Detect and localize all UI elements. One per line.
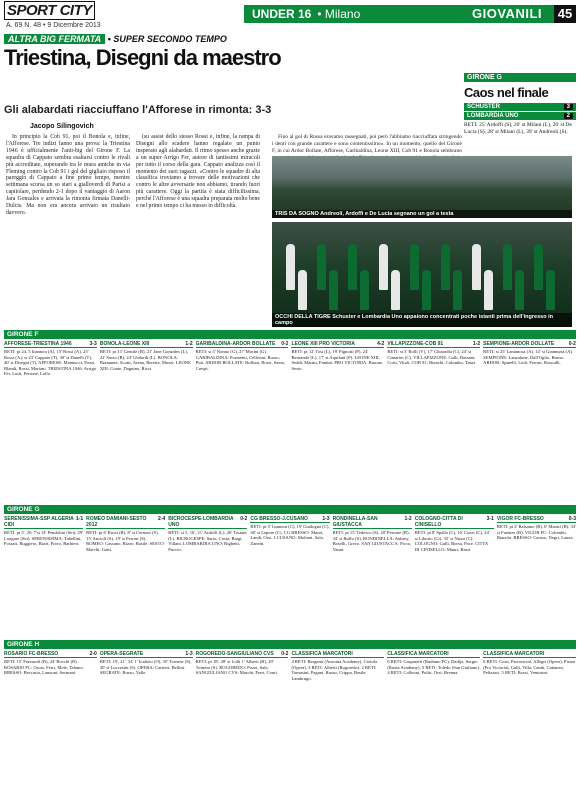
match-text: RETI: pt 24, 5 Ioannou (A), 15' Rossi (A), 25' Rossi (A); st 23' Cappato (T), 30' st Danelli (T), 40' st Disegni (T). AFFORESE: Mannucci, Pozzi, Blandi, Rossi, Mariani. TRIESTINA 1946: Arrigo Fer, Lotti, Perrone, Lollo. <box>4 349 97 377</box>
match-text: RETI: st 25' Lantanosa (A), 14' st Giannuria (A). SEMPIONE: Lanzalone, Dall'Oglio, Bruno. ARDOR: Spinelli, Lodi, Ferrari, Roncalli. <box>483 349 574 366</box>
match-heading: SEMPIONE-ARDOR DOLLATE <box>483 341 576 348</box>
match-text: RETI: st 5' Nonno (G), 27' Morini (G). GARIBALDINA: Formenti, Cellerini, Russo, Pini. ARDOR BOLLATE: Bolloni, Rossi, Sasso, Crespi. <box>195 349 286 371</box>
match-text: 6 RETI: Gasparetti (Rudiano FC), Dadija, Sergio (Iberia Academy). 5 RETI: Toledo (San Giuliano). 4 RETI: Colleoni, Puliti, Orsi, Brenna. <box>387 659 481 676</box>
player-figure <box>534 244 543 290</box>
team-photo-group <box>272 222 572 327</box>
article-column-2: (su assist dello stesso Rossi e, infine, la rampa di Disegni allo scadere hanno regalato un punto insperato agli alabardati. Il ritmo spesso anche grazie a un super Arrigo Fer, autore di tantissimi miracoli per tutto il corso della gara. Cappato analizza così il momento dei suoi ragazzi. «Contro le squadre di alta classifica troviamo a trovare delle motivazioni che contro le altre avversarie non abbiamo, tirando fuori più carattere. Oggi la partita è stata difficilissima, perché l'Afforese è una squadra preparata molto bene e nel primo tempo ci ha messo in difficoltà. <box>136 134 260 210</box>
player-figure <box>503 244 512 290</box>
match-report <box>483 651 576 801</box>
match-score: 0-2 <box>281 341 289 347</box>
match-text: RETI: pt 18', 28' st Lulli 1' Alberti (R), 29' Tornese (S). ROGOREDO: Pozzi, Sala. SANGIULIANO CVS: Marchi, Ferri, Conti. <box>195 659 278 676</box>
match-score: 1-3 <box>322 516 330 522</box>
match-heading: ROSARIO FC-BRESSO <box>4 651 97 658</box>
match-score: 0-2 <box>568 341 576 347</box>
player-figure <box>360 270 369 310</box>
match-heading: OPERA-SEGRATE <box>100 651 193 658</box>
match-score: 1-1 <box>75 516 84 522</box>
category-banner <box>244 5 573 23</box>
article-title: Triestina, Disegni da maestro <box>4 45 281 70</box>
section-band-girone-g: GIRONE G <box>4 505 576 514</box>
match-text: RETI: pt 5' Ioannou (C), 19' Gualogna (C), 40' st Lepore (C). CG BRESSO: Mauri, Landi, Orsi. J.CUSANO: Molteni, Sala, Zanetti. <box>250 524 330 546</box>
match-text: RETI: pt 12' Tosi (L), 19' Pignotti (P), 24' Bernando (L); 17' st Aquilani (P). LEONE XIII: Seddi, Marini, Fantini. PRO VICTORIA: Barone, Sesto. <box>291 349 384 371</box>
match-score: 1-2 <box>404 516 412 522</box>
match-heading: CLASSIFICA MARCATORI <box>387 651 480 658</box>
match-text: RETI: pt 6' Rossi (R), 8' st Cernoni (S), 15' Ancioli (S), 19' st Ferrari (S). ROMEO: Cassano, Rizzo, Basile. SESTO: Marchi, Gatti. <box>86 530 165 552</box>
match-score: 0-2 <box>240 516 248 522</box>
score-row: LOMBARDIA UNO 2 <box>464 112 576 120</box>
page-header <box>4 2 576 72</box>
article-column-3: Fino al gol di Rossa eravamo rassegnati, poi però l'abbiamo riacciuffata stringendo i denti con grande carattere e sono contentissimo». In un momento, quello del Girone F, in cui Ardor Bollate, Afforese, Garibaldina, Leone XIII, Cob 91 e Bonola sembrano <box>272 134 462 154</box>
match-report <box>100 341 193 501</box>
match-score: 1-2 <box>185 341 193 347</box>
match-report <box>4 516 83 636</box>
team-photo-top <box>272 156 572 218</box>
match-text: RETI: pt 5', 20, 7'st 14' Pendolini (Sei), 29' Longare (Sei). SERENISSIMA: Tabellini, Fossati, Ruggiero, Rizzi, Porro, Barbieri. <box>4 530 83 547</box>
sidebar-box <box>464 73 576 135</box>
player-figure <box>391 270 400 310</box>
match-heading: COLOGNO-CITTA DI CINISELLO <box>415 516 494 529</box>
match-heading: ROGOREDO-SANGIULIANO CVS <box>196 651 289 658</box>
match-report <box>291 651 384 801</box>
match-heading: BONOLA-LEONE XIII <box>100 341 193 348</box>
player-figure <box>515 270 524 310</box>
match-report <box>250 516 329 636</box>
match-heading: GARIBALDINA-ARDOR BOLLATE <box>196 341 289 348</box>
match-score: 1-2 <box>472 341 481 347</box>
match-report <box>196 651 289 801</box>
match-heading: SERENISSIMA-SSP ALGERIA CIDI <box>4 516 83 529</box>
player-figure <box>410 244 419 290</box>
match-score: 4-2 <box>377 341 385 347</box>
results-girone-g <box>4 516 576 636</box>
match-report <box>4 341 97 501</box>
photo-caption: OCCHI DELLA TIGRE Schuster e Lombardia Uno appaiono concentrati poche istanti prima dell'ingresso in campo <box>272 313 572 327</box>
match-report <box>497 516 576 636</box>
player-figure <box>484 270 493 310</box>
sidebar-text: RETI: 25' Ardoffi (S), 20' st Milani (L), 26' st De Lucia (S), 28' st Milani (L), 39' st Andreoli (S). <box>464 122 572 135</box>
match-heading: CLASSIFICA MARCATORI <box>483 651 576 658</box>
player-figure <box>472 244 481 290</box>
match-report <box>291 341 384 501</box>
match-score: 0-2 <box>281 651 289 657</box>
match-heading: RONDINELLA-SAN GIUSTACCA <box>333 516 412 529</box>
match-score: 2-0 <box>89 651 97 657</box>
match-heading: VIGOR FC-BRESSO <box>497 516 576 523</box>
article-subtitle: Gli alabardati riacciuffano l'Afforese in rimonta: 3-3 <box>4 104 272 116</box>
page-number: 45 <box>554 5 576 23</box>
match-report <box>483 341 576 501</box>
sidebar-title: Caos nel finale <box>464 85 549 100</box>
match-score: 1-3 <box>185 651 193 657</box>
sidebar-tag: GIRONE G <box>464 73 576 82</box>
match-heading: VILLAPIZZONE-COB 91 <box>387 341 480 348</box>
player-figure <box>329 270 338 310</box>
match-heading: BICROCESPE-LOMBARDIA UNO <box>168 516 247 529</box>
photo-caption: TRIS DA SOGNO Andreoli, Ardoffi e De Lucia segnano un gol a testa <box>272 210 572 218</box>
category-label: UNDER 16 <box>252 7 312 21</box>
match-text: RETI: 15' Pazzaroli (R), 24' Bocchi (R). ROSARIO FC: Oscar, Ferri, Mele, Talamo. BRESSO: Beccaria, Lanzoni, Sormani. <box>4 659 84 676</box>
player-figure <box>298 270 307 310</box>
match-report <box>4 651 97 801</box>
player-figure <box>348 244 357 290</box>
match-text: RETI: pt 13' Gentile (B), 21' Jane Gonzales (L), 22' Sasso (B), 24' Ghilardi (L). BONOLA: Bramante, Scotti, Arena, Beretta, Mozzi. LEONE XIII: Conte, Dagnino, Ricci. <box>99 349 191 371</box>
article-column-1: In principio la Cob 91, poi il Bonola e, infine, l'Afforese. Tre indizi fanno una prova: la Triestina 1946 è ufficialmente l'anti-big del Girone F. La squadra di Cappato sembra esaltarsi contro le rivali più accreditate, superando tra le mura amiche in via Fleming contro la Cob 91 i gol del gigliaio risposo il pareggio di Cappato a fine primo tempo, mentre settimana scorsa un so stari a gialloverdi di Parisi a capitolare, perdendo 2-1 dopo il vantaggio di Aaron Jara Gonzales e arrivata la rimonta firmata Danelli-Dulcis. Ma non era ancora arrivato un risultato davvero. <box>6 134 130 216</box>
match-score: 2-4 <box>158 516 166 522</box>
match-report <box>333 516 412 636</box>
player-figure <box>286 244 295 290</box>
match-report <box>387 651 480 801</box>
player-figure <box>546 270 555 310</box>
match-report <box>100 651 193 801</box>
player-figure <box>453 270 462 310</box>
match-heading: LEONE XIII PRO VICTORIA <box>291 341 384 348</box>
match-score: 3-3 <box>89 341 97 347</box>
match-text: RETI: pt 8' Spalla (C), 16' Cozzi (C), 24' st Liborio (Ci), 35' st Nizza (C). COLOGNO: Galli, Borsa, Pace. CITTA DI CINISELLO: Mauri, Bassi. <box>414 530 490 552</box>
match-text: 4 RETI: Bergami (Ausonia Academy), Ciotola (Opera). 3 RETI: Alberti (Rogoredo). 2 RETI: Tomasini, Pagani, Russo, Crippa, Basile, Lambrugo. <box>291 659 378 681</box>
match-text: RETI: st 3' Rolli (V), 17' Chiaradia (C), 24' st Cimarini (C). VILLAPIZZONE: Galli, Bassani, Corti, Vitali. COB 91: Bianchi, Colombo, Tanzi. <box>387 349 477 366</box>
kicker-text: • SUPER SECONDO TEMPO <box>107 34 227 44</box>
section-label: GIOVANILI <box>472 6 542 21</box>
match-heading: ROMEO DAMIANI-SESTO 2012 <box>86 516 165 529</box>
kicker-tag: ALTRA BIG FERMATA <box>4 34 105 44</box>
match-heading: AFFORESE-TRIESTINA 1946 <box>4 341 97 348</box>
match-report <box>387 341 480 501</box>
section-band-girone-f: GIRONE F <box>4 330 576 339</box>
article-author: Jacopo Silingovich <box>30 123 94 130</box>
sidebar-score <box>464 103 576 120</box>
match-report <box>86 516 165 636</box>
results-girone-h <box>4 651 576 801</box>
match-report <box>196 341 289 501</box>
match-text: 6 RETI: Curti, Parravicini, Allegri (Opera), Pisani (Pro Victoria), Galli, Villa, Cantù, Cattaneo, Pelizzari. 5 RETI: Bossi, Venturini. <box>483 659 576 676</box>
player-figure <box>441 244 450 290</box>
player-figure <box>422 270 431 310</box>
match-heading: CG BRESSO-J.CUSANO <box>250 516 329 523</box>
match-heading: CLASSIFICA MARCATORI <box>291 651 384 658</box>
match-text: RETI: pt 2' Balsamo (B), 6' Maruti (B), 33' st Fuentes (B). VIGOR FC: Colombo, Bianchi. BRESSO: Caruso, Negri, Lanza. <box>496 524 576 541</box>
player-figure <box>317 244 326 290</box>
score-row: SCHUSTER 3 <box>464 103 576 111</box>
match-text: RETI: 19', 21', 34' 1' Ioalizio (O), 35' Tornese (S), 30' st Luccesini (S). OPERA: Carrieri, Bellini. SEGRATE: Russo, Valle. <box>99 659 192 676</box>
match-score: 3-1 <box>486 516 494 522</box>
match-text: RETI: st 5, 16', 21' Ardoffi (L), 26' Tosiani (L). BICROCESPE: Sarto, Costa, Biagi, Villani. LOMBARDIA UNO: Righetti, Puccio. <box>168 530 247 552</box>
city-label: • Milano <box>317 7 361 21</box>
section-band-girone-h: GIRONE H <box>4 640 576 649</box>
issue-info: A. 69 N. 48 • 9 Dicembre 2013 <box>6 22 101 29</box>
match-text: RETI: pt 15' Tedesco (S), 20' Perrone (R), 34' st Ruffo (S). RONDINELLA: Aubrey, Boselli, Greco. SAN GIUSTACCA: Picco, Vanni. <box>332 530 412 552</box>
publication-logo: SPORT CITY <box>4 2 95 19</box>
player-figure <box>379 244 388 290</box>
match-report <box>168 516 247 636</box>
results-girone-f <box>4 341 576 501</box>
match-report <box>415 516 494 636</box>
match-score: 0-3 <box>568 516 576 522</box>
